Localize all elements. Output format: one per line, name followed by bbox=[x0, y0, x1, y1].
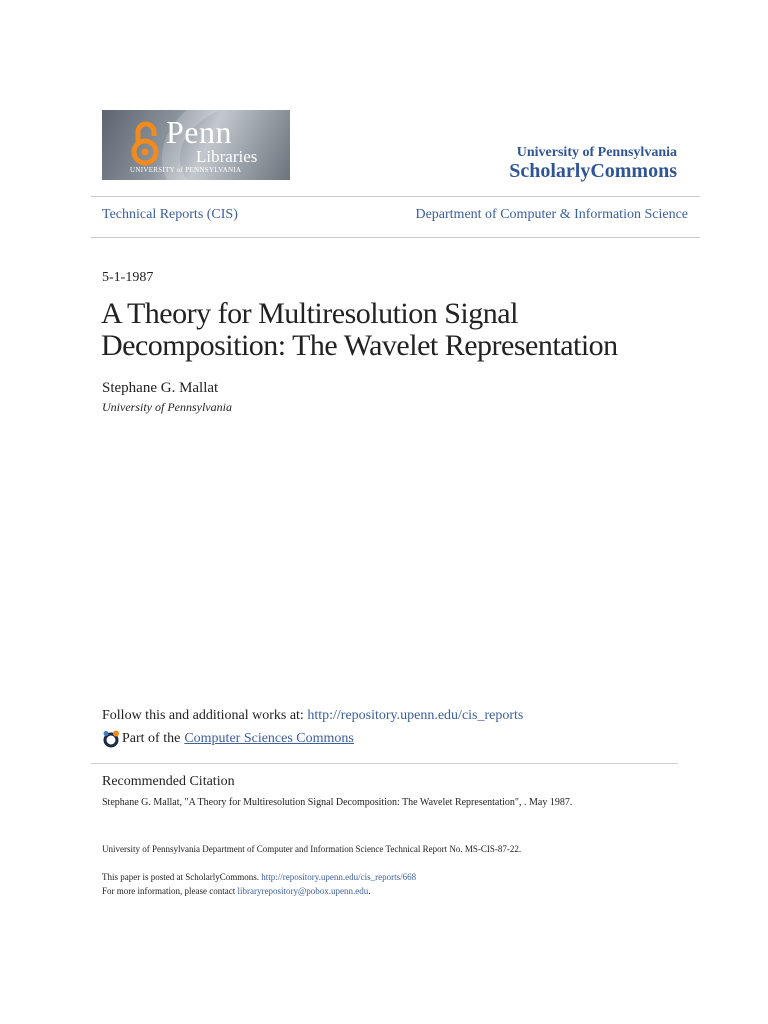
citation-divider bbox=[91, 763, 678, 764]
part-of-line bbox=[102, 730, 354, 748]
department-link[interactable]: Department of Computer & Information Science bbox=[415, 207, 688, 222]
posted-url-link[interactable]: http://repository.upenn.edu/cis_reports/668 bbox=[261, 872, 417, 882]
header-divider bbox=[91, 196, 700, 197]
paper-title: A Theory for Multiresolution Signal Decomposition: The Wavelet Representation bbox=[101, 297, 618, 362]
publication-date: 5-1-1987 bbox=[102, 270, 154, 285]
scholarlycommons-name[interactable]: ScholarlyCommons bbox=[509, 160, 677, 182]
contact-label: For more information, please contact bbox=[102, 886, 236, 896]
university-name[interactable]: University of Pennsylvania bbox=[516, 145, 677, 160]
author-affiliation: University of Pennsylvania bbox=[102, 400, 232, 414]
logo-university-text: UNIVERSITY of PENNSYLVANIA bbox=[130, 166, 242, 174]
recommended-citation-heading: Recommended Citation bbox=[102, 774, 235, 789]
follow-label: Follow this and additional works at: bbox=[102, 708, 304, 723]
contact-suffix: . bbox=[368, 886, 371, 896]
author-name: Stephane G. Mallat bbox=[102, 380, 219, 396]
contact-line bbox=[102, 886, 370, 896]
nav-divider bbox=[91, 237, 700, 238]
report-number: University of Pennsylvania Department of Computer and Information Science Technical Report No. MS-CIS-87-22. bbox=[102, 844, 522, 854]
contact-email-link[interactable]: libraryrepository@pobox.upenn.edu bbox=[237, 886, 369, 896]
computer-sciences-commons-link[interactable]: Computer Sciences Commons bbox=[184, 731, 354, 746]
penn-libraries-logo[interactable] bbox=[102, 110, 290, 180]
logo-libraries-text: Libraries bbox=[196, 147, 258, 166]
follow-url-link[interactable]: http://repository.upenn.edu/cis_reports bbox=[307, 708, 524, 723]
open-access-lock-icon bbox=[130, 120, 160, 168]
series-link[interactable]: Technical Reports (CIS) bbox=[102, 207, 238, 222]
logo-penn-text: Penn bbox=[166, 114, 232, 150]
part-of-label: Part of the bbox=[122, 731, 181, 746]
follow-line bbox=[102, 708, 523, 724]
citation-text: Stephane G. Mallat, "A Theory for Multiresolution Signal Decomposition: The Wavelet Representation", . May 1987. bbox=[102, 797, 573, 808]
posted-label: This paper is posted at ScholarlyCommons. bbox=[102, 872, 259, 882]
network-commons-icon bbox=[102, 730, 120, 748]
posted-line bbox=[102, 872, 416, 882]
